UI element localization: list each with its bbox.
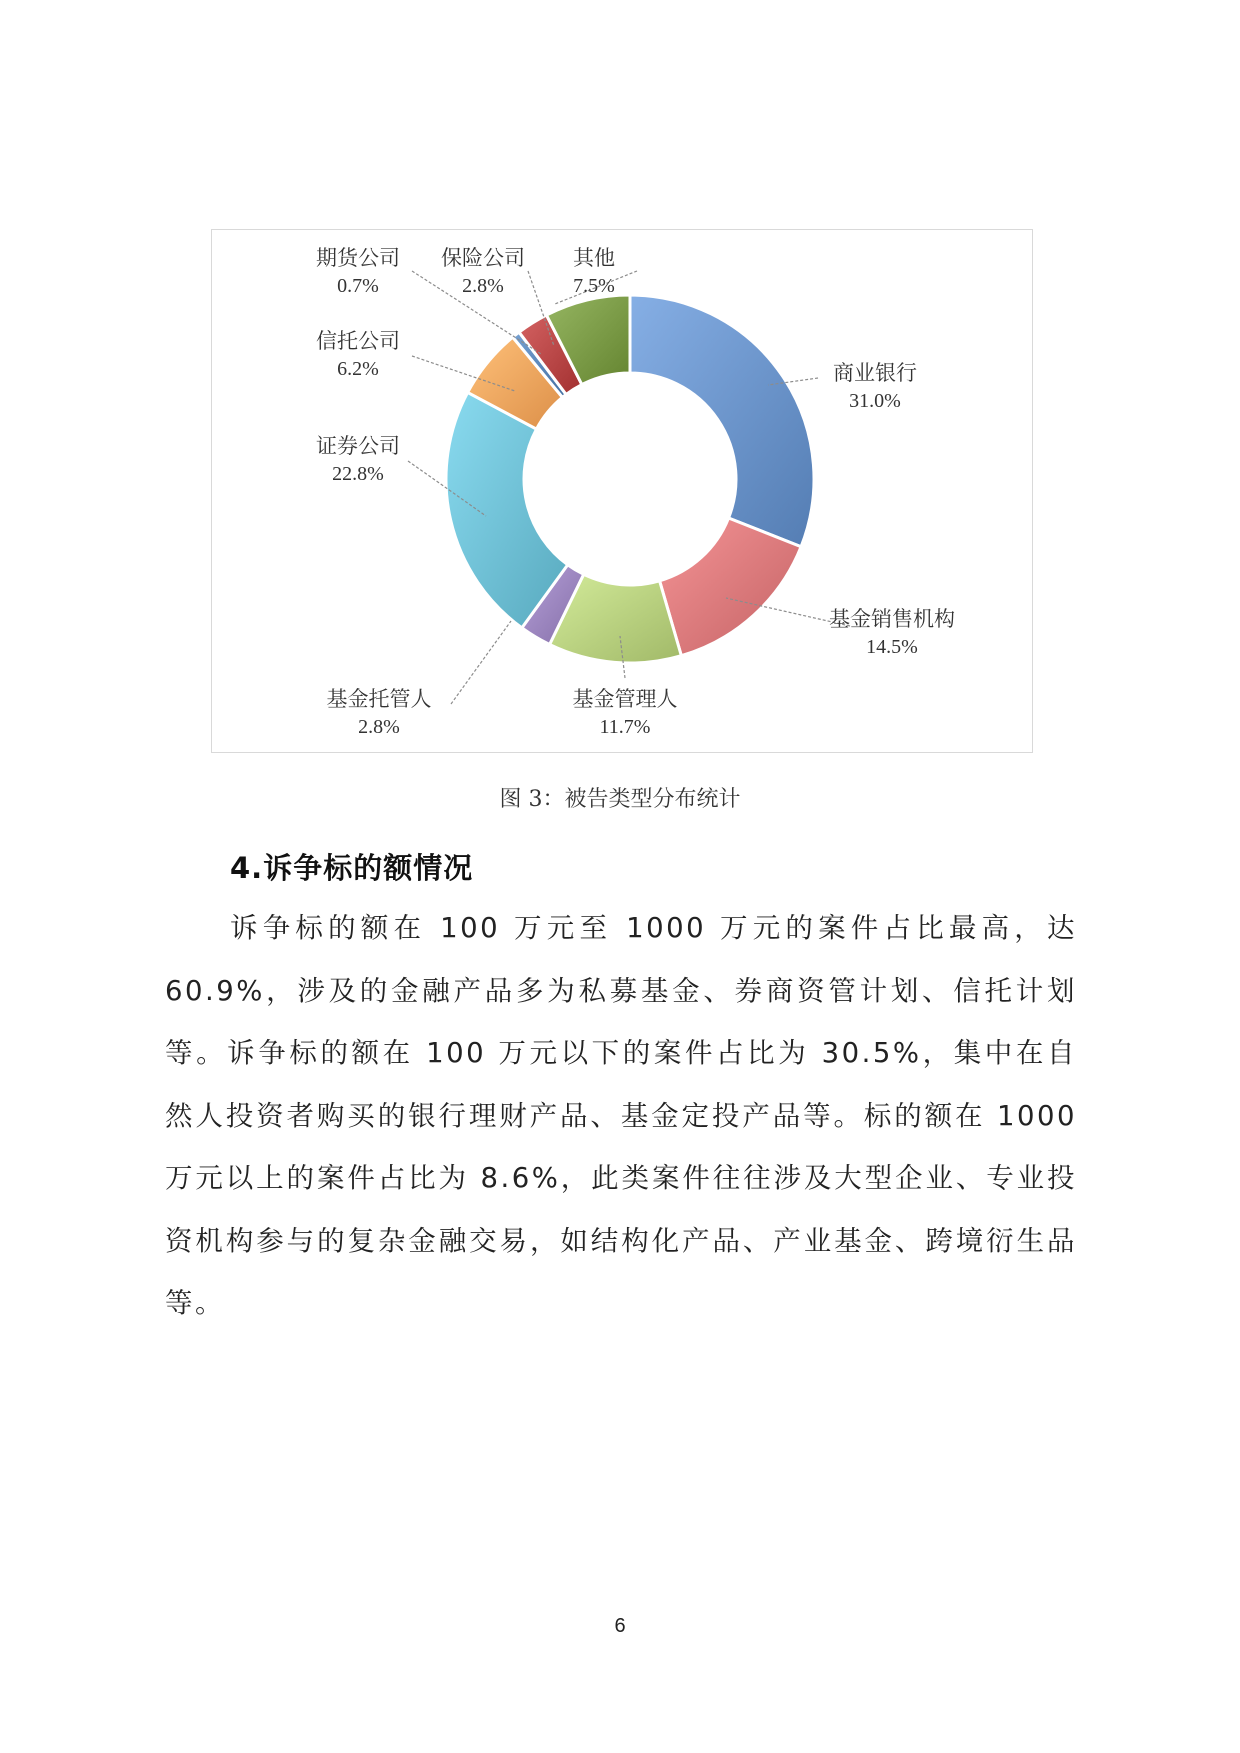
slice-value-label: 2.8% bbox=[358, 716, 400, 738]
body-paragraph: 诉争标的额在 100 万元至 1000 万元的案件占比最高，达 60.9%，涉及的金融产品多为私募基金、券商资管计划、信托计划等。诉争标的额在 100 万元以下的案件占比为 30.5%，集中在自然人投资者购买的银行理财产品、基金定投产品等。标的额在 1000 万元以上的案件占比为 8.6%，此类案件往往涉及大型企业、专业投资机构参与的复杂金融交易，如结构化产品、产业基金、跨境衍生品等。 bbox=[165, 912, 1077, 1319]
slice-1 bbox=[630, 295, 814, 547]
slice-2 bbox=[660, 518, 802, 656]
slice-category-label: 基金管理人 bbox=[572, 687, 678, 711]
slice-value-label: 22.8% bbox=[332, 463, 384, 485]
slice-value-label: 31.0% bbox=[849, 390, 901, 412]
figure-caption: 图 3：被告类型分布统计 bbox=[499, 787, 741, 812]
slice-value-label: 6.2% bbox=[337, 358, 379, 380]
slice-value-label: 2.8% bbox=[462, 275, 504, 297]
leader-line-4 bbox=[451, 621, 511, 704]
slice-category-label: 其他 bbox=[573, 246, 615, 270]
slice-value-label: 7.5% bbox=[573, 275, 615, 297]
slice-category-label: 证券公司 bbox=[316, 434, 400, 458]
slice-value-label: 11.7% bbox=[599, 716, 651, 738]
slice-category-label: 保险公司 bbox=[441, 246, 525, 270]
slice-category-label: 基金托管人 bbox=[326, 687, 432, 711]
section-heading: 4.诉争标的额情况 bbox=[230, 851, 474, 885]
page-number: 6 bbox=[614, 1615, 626, 1637]
slice-value-label: 14.5% bbox=[866, 636, 918, 658]
slice-value-label: 0.7% bbox=[337, 275, 379, 297]
slice-category-label: 基金销售机构 bbox=[829, 607, 955, 631]
slice-category-label: 商业银行 bbox=[833, 361, 917, 385]
slice-category-label: 期货公司 bbox=[316, 246, 400, 270]
slice-category-label: 信托公司 bbox=[316, 329, 400, 353]
chart-frame bbox=[211, 229, 1033, 753]
donut-chart bbox=[212, 230, 1032, 752]
